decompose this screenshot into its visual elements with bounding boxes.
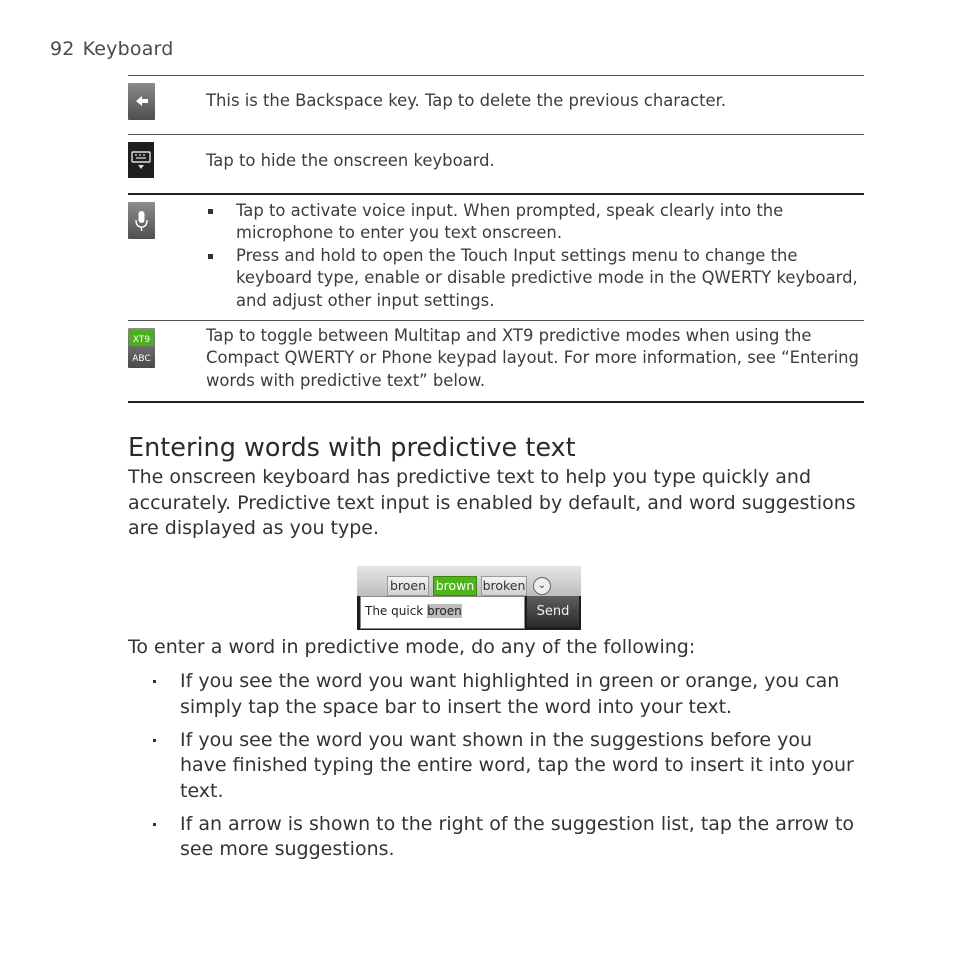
suggestion-word: broen	[387, 576, 429, 596]
bullet-marker	[208, 254, 213, 259]
xt9-abc-toggle-icon	[128, 328, 155, 372]
list-item	[206, 245, 864, 312]
microphone-key-icon	[128, 202, 155, 243]
lead-paragraph: To enter a word in predictive mode, do any of the following:	[128, 636, 696, 658]
more-suggestions-arrow-icon: ⌄	[533, 577, 551, 595]
list-item	[128, 669, 864, 720]
chapter-name: Keyboard	[82, 38, 174, 60]
key-row-xt9-toggle	[128, 320, 864, 401]
current-word: broen	[427, 604, 462, 618]
backspace-key-icon	[128, 83, 155, 124]
predictive-text-screenshot	[357, 566, 581, 630]
list-item	[128, 728, 864, 805]
list-item-text: If you see the word you want shown in the suggestions before you have finished typing the entire word, tap the word to insert it into your text.	[180, 728, 854, 802]
svg-text:ABC: ABC	[132, 354, 151, 364]
bullet-marker	[153, 823, 156, 826]
suggestion-word-highlighted: brown	[433, 576, 477, 596]
bullet-marker	[153, 680, 156, 683]
section-heading: Entering words with predictive text	[128, 433, 576, 463]
list-item-text: Tap to activate voice input. When prompted, speak clearly into the microphone to enter you text onscreen.	[236, 201, 784, 243]
key-row-hide-keyboard	[128, 134, 864, 193]
hide-keyboard-icon	[128, 142, 154, 182]
list-item	[206, 200, 864, 245]
key-bullet-list	[206, 200, 864, 312]
predictive-tips-list	[128, 669, 864, 870]
list-item-text: Press and hold to open the Touch Input settings menu to change the keyboard type, enable or disable predictive mode in the QWERTY keyboard, and adjust other input settings.	[236, 245, 858, 310]
key-description: Tap to hide the onscreen keyboard.	[206, 151, 495, 170]
suggestion-word: broken	[481, 576, 527, 596]
list-item-text: If an arrow is shown to the right of the suggestion list, tap the arrow to see more suggestions.	[180, 812, 855, 860]
key-row-microphone	[128, 193, 864, 320]
text-input-field	[360, 596, 525, 629]
key-row-backspace	[128, 75, 864, 134]
key-description	[206, 195, 864, 312]
page-number: 92	[50, 38, 75, 60]
send-button: Send	[527, 596, 579, 627]
table-bottom-rule	[128, 401, 864, 403]
list-item	[128, 812, 864, 863]
bullet-marker	[153, 739, 156, 742]
list-item-text: If you see the word you want highlighted in green or orange, you can simply tap the space bar to insert the word into your text.	[180, 670, 840, 718]
typed-text: The quick broen	[365, 604, 462, 618]
page-header	[50, 38, 174, 60]
intro-paragraph: The onscreen keyboard has predictive text to help you type quickly and accurately. Predictive text input is enabled by default, and word suggestions are displayed as you type.	[128, 466, 856, 539]
bullet-marker	[208, 209, 213, 214]
key-description: This is the Backspace key. Tap to delete the previous character.	[206, 91, 727, 110]
svg-text:XT9: XT9	[132, 335, 151, 345]
key-reference-table	[128, 75, 864, 403]
key-description: Tap to toggle between Multitap and XT9 predictive modes when using the Compact QWERTY or Phone keypad layout. For more information, see “Entering words with predictive text” below.	[206, 326, 859, 390]
